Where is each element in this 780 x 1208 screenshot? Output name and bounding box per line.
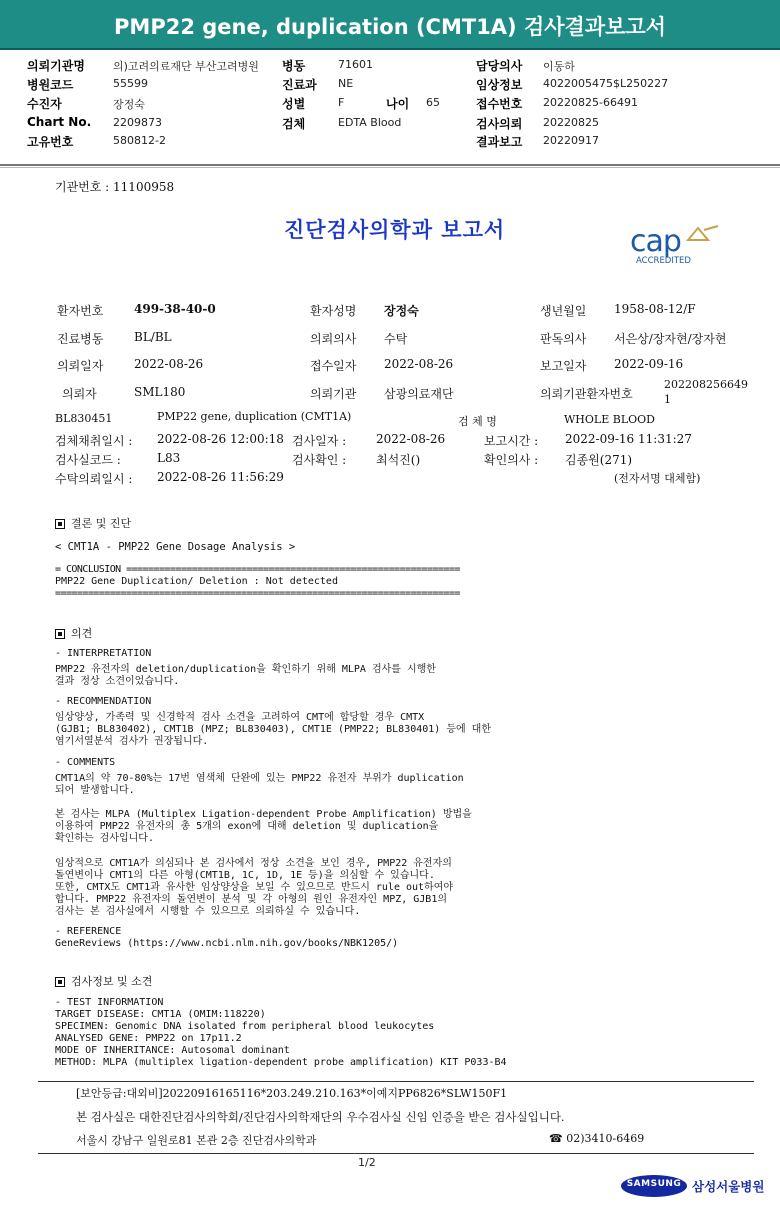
section-conclusion-heading bbox=[55, 515, 131, 531]
report-title-banner: PMP22 gene, duplication (CMT1A) 검사결과보고서 bbox=[114, 15, 666, 39]
header-label-clinical-info: 임상정보 bbox=[476, 78, 523, 92]
patient-label-report-date: 보고일자 bbox=[540, 359, 587, 373]
recommendation-line: 임상양상, 가족력 및 신경학적 검사 소견을 고려하여 CMT에 합당할 경우 CMTX bbox=[55, 712, 425, 723]
header-value-age: 65 bbox=[426, 96, 440, 109]
doctor-label: 확인의사 : bbox=[484, 453, 539, 467]
room-label: 검사실코드 : bbox=[55, 453, 121, 467]
test-info-line: ANALYSED GENE: PMP22 on 17p11.2 bbox=[55, 1033, 242, 1044]
section-bullet-icon bbox=[55, 629, 65, 639]
comments-line: 검사는 본 검사실에서 시행할 수 있으므로 의뢰하실 수 있습니다. bbox=[55, 906, 361, 917]
recommendation-line: (GJB1; BL830402), CMT1B (MPZ; BL830403), CMT1E (PMP22; BL830401) 등에 대한 bbox=[55, 724, 491, 735]
recommendation-line: 염기서열분석 검사가 권장됩니다. bbox=[55, 736, 209, 747]
institution-number: 기관번호 : 11100958 bbox=[55, 180, 175, 194]
footer-divider-bottom bbox=[38, 1153, 754, 1154]
section-info-heading bbox=[55, 973, 152, 989]
doctor-value: 김종원(271) bbox=[565, 453, 633, 467]
test-info-title: - TEST INFORMATION bbox=[55, 997, 164, 1008]
conclusion-line-top: = CONCLUSION ============================================================= bbox=[55, 564, 460, 575]
samsung-logo bbox=[621, 1175, 687, 1197]
header-label-unique-no: 고유번호 bbox=[27, 135, 74, 149]
section-bullet-icon bbox=[55, 519, 65, 529]
patient-label-inst-patient-no: 의뢰기관환자번호 bbox=[540, 387, 633, 401]
test-info-line: SPECIMEN: Genomic DNA isolated from peripheral blood leukocytes bbox=[55, 1021, 435, 1032]
header-label-ward: 병동 bbox=[282, 59, 306, 73]
interpretation-title: - INTERPRETATION bbox=[55, 648, 152, 659]
patient-value-rec-date: 2022-08-26 bbox=[384, 357, 454, 371]
header-value-receipt-no: 20220825-66491 bbox=[543, 96, 638, 109]
section-info-title: 검사정보 및 소견 bbox=[71, 975, 153, 988]
header-label-hospital-code: 병원코드 bbox=[27, 78, 74, 92]
header-value-sex: F bbox=[338, 96, 345, 109]
comments-line: CMT1A의 약 70-80%는 17번 염색체 단완에 있는 PMP22 유전자 부위가 duplication bbox=[55, 773, 464, 784]
esign-note: (전자서명 대체함) bbox=[614, 472, 701, 485]
header-value-chart-no: 2209873 bbox=[113, 116, 162, 129]
report-time-value: 2022-09-16 11:31:27 bbox=[565, 432, 692, 446]
reference-line: GeneReviews (https://www.ncbi.nlm.nih.gov/books/NBK1205/) bbox=[55, 938, 399, 949]
header-value-unique-no: 580812-2 bbox=[113, 134, 166, 147]
address-line: 서울시 강남구 일원로81 본관 2층 진단검사의학과 bbox=[76, 1134, 317, 1147]
header-divider-thin bbox=[0, 167, 780, 168]
report-title: 진단검사의학과 보고서 bbox=[284, 217, 506, 242]
patient-value-req-doctor: 수탁 bbox=[384, 332, 408, 346]
comments-line: 돌연변이나 CMT1의 다른 아형(CMT1B, 1C, 1D, 1E 등)을 의심할 수 있습니다. bbox=[55, 870, 435, 881]
phone-line: ☎ 02)3410-6469 bbox=[549, 1132, 645, 1145]
patient-label-rec-date: 접수일자 bbox=[310, 359, 357, 373]
patient-value-name: 장정숙 bbox=[384, 304, 419, 318]
certification-line: 본 검사실은 대한진단검사의학회/진단검사의학재단의 우수검사실 신임 인증을 받은 검사실입니다. bbox=[76, 1110, 565, 1124]
test-date-value: 2022-08-26 bbox=[376, 432, 446, 446]
section-opinion-title: 의견 bbox=[71, 627, 93, 640]
section-opinion-heading bbox=[55, 625, 92, 641]
request-time-value: 2022-08-26 11:56:29 bbox=[157, 470, 284, 484]
comments-line: 또한, CMTX도 CMT1과 유사한 임상양상을 보일 수 있으므로 반드시 rule out하여야 bbox=[55, 882, 454, 893]
page-number: 1/2 bbox=[358, 1156, 376, 1169]
header-value-result-date: 20220917 bbox=[543, 134, 599, 147]
specimen-label: 검 체 명 bbox=[458, 415, 497, 428]
header-value-institution: 의)고려의료재단 부산고려병원 bbox=[113, 60, 259, 73]
header-label-department: 진료과 bbox=[282, 78, 317, 92]
security-line: [보안등급:대외비]20220916165116*203.249.210.163*이예지PP6826*SLW150F1 bbox=[76, 1087, 508, 1100]
samsung-logo-text: SAMSUNG bbox=[626, 1179, 682, 1189]
patient-label-requester: 의뢰자 bbox=[62, 387, 97, 401]
header-label-patient: 수진자 bbox=[27, 97, 62, 111]
patient-label-id: 환자번호 bbox=[57, 304, 104, 318]
patient-value-report-date: 2022-09-16 bbox=[614, 357, 684, 371]
header-value-hospital-code: 55599 bbox=[113, 77, 148, 90]
footer-divider bbox=[38, 1081, 754, 1082]
recommendation-title: - RECOMMENDATION bbox=[55, 696, 152, 707]
header-label-request-date: 검사의뢰 bbox=[476, 117, 523, 131]
confirm-value: 최석진() bbox=[376, 453, 421, 467]
patient-value-req-institution: 삼광의료재단 bbox=[384, 387, 454, 401]
patient-value-inst-patient-no: 202208256649 bbox=[664, 378, 748, 391]
section-conclusion-title: 결론 및 진단 bbox=[71, 517, 132, 530]
patient-value-requester: SML180 bbox=[134, 385, 186, 399]
confirm-label: 검사확인 : bbox=[292, 453, 347, 467]
patient-value-id: 499-38-40-0 bbox=[134, 302, 216, 316]
patient-label-birth: 생년월일 bbox=[540, 304, 587, 318]
test-date-label: 검사일자 : bbox=[292, 434, 347, 448]
header-label-sex: 성별 bbox=[282, 97, 306, 111]
patient-value-req-date: 2022-08-26 bbox=[134, 357, 204, 371]
room-value: L83 bbox=[157, 451, 181, 465]
section-bullet-icon bbox=[55, 977, 65, 987]
collect-value: 2022-08-26 12:00:18 bbox=[157, 432, 284, 446]
patient-value-inst-patient-no-cont: 1 bbox=[664, 393, 671, 406]
patient-value-ward: BL/BL bbox=[134, 330, 172, 344]
comments-line: 합니다. PMP22 유전자의 돌연변이 분석 및 각 아형의 원인 유전자인 MPZ, GJB1의 bbox=[55, 894, 448, 905]
test-code: BL830451 bbox=[55, 412, 113, 425]
comments-line: 되어 발생합니다. bbox=[55, 785, 135, 796]
patient-label-req-doctor: 의뢰의사 bbox=[310, 332, 357, 346]
header-value-patient: 장정숙 bbox=[113, 98, 145, 111]
patient-label-name: 환자성명 bbox=[310, 304, 357, 318]
comments-line: 확인하는 검사입니다. bbox=[55, 833, 154, 844]
conclusion-line-bottom: ========================================================================== bbox=[55, 588, 460, 599]
comments-line: 임상적으로 CMT1A가 의심되나 본 검사에서 정상 소견을 보인 경우, PMP22 유전자의 bbox=[55, 858, 452, 869]
comments-title: - COMMENTS bbox=[55, 757, 116, 768]
patient-label-req-date: 의뢰일자 bbox=[57, 359, 104, 373]
report-time-label: 보고시간 : bbox=[484, 434, 539, 448]
interpretation-line: 결과 정상 소견이었습니다. bbox=[55, 676, 180, 687]
patient-label-reader: 판독의사 bbox=[540, 332, 587, 346]
header-label-receipt-no: 접수번호 bbox=[476, 97, 523, 111]
cap-logo-text: cap bbox=[630, 224, 681, 259]
header-value-doctor: 이동하 bbox=[543, 60, 575, 73]
specimen-value: WHOLE BLOOD bbox=[564, 413, 655, 426]
header-value-ward: 71601 bbox=[338, 58, 373, 71]
hospital-name: 삼성서울병원 bbox=[692, 1179, 765, 1194]
conclusion-result: PMP22 Gene Duplication/ Deletion : Not detected bbox=[55, 576, 338, 587]
header-value-request-date: 20220825 bbox=[543, 116, 599, 129]
header-label-doctor: 담당의사 bbox=[476, 59, 523, 73]
header-value-department: NE bbox=[338, 77, 354, 90]
header-divider bbox=[0, 164, 780, 166]
interpretation-line: PMP22 유전자의 deletion/duplication을 확인하기 위해 MLPA 검사를 시행한 bbox=[55, 664, 436, 675]
reference-title: - REFERENCE bbox=[55, 926, 122, 937]
request-time-label: 수탁의뢰일시 : bbox=[55, 472, 133, 486]
cap-logo-sub: ACCREDITED bbox=[636, 256, 691, 266]
test-info-line: TARGET DISEASE: CMT1A (OMIM:118220) bbox=[55, 1009, 266, 1020]
header-label-chart-no: Chart No. bbox=[27, 115, 92, 129]
header-label-specimen: 검체 bbox=[282, 117, 306, 131]
cap-accredited-logo bbox=[628, 222, 728, 268]
patient-value-reader: 서은상/장자현/장자현 bbox=[614, 332, 727, 346]
header-label-institution: 의뢰기관명 bbox=[27, 59, 85, 73]
header-value-clinical-info: 4022005475$L250227 bbox=[543, 77, 669, 90]
patient-label-ward: 진료병동 bbox=[57, 332, 104, 346]
comments-line: 본 검사는 MLPA (Multiplex Ligation-dependent Probe Amplification) 방법을 bbox=[55, 809, 472, 820]
test-info-line: MODE OF INHERITANCE: Autosomal dominant bbox=[55, 1045, 290, 1056]
collect-label: 검체채취일시 : bbox=[55, 434, 133, 448]
header-label-age: 나이 bbox=[386, 97, 410, 111]
patient-label-req-institution: 의뢰기관 bbox=[310, 387, 357, 401]
test-name: PMP22 gene, duplication (CMT1A) bbox=[157, 410, 352, 423]
comments-line: 이용하여 PMP22 유전자의 총 5개의 exon에 대해 deletion 및 duplication을 bbox=[55, 821, 439, 832]
header-value-specimen: EDTA Blood bbox=[338, 116, 402, 129]
test-info-line: METHOD: MLPA (multiplex ligation-dependent probe amplification) KIT P033-B4 bbox=[55, 1057, 507, 1068]
header-label-result-date: 결과보고 bbox=[476, 135, 523, 149]
patient-value-birth: 1958-08-12/F bbox=[614, 302, 696, 316]
analysis-title: < CMT1A - PMP22 Gene Dosage Analysis > bbox=[55, 541, 296, 553]
